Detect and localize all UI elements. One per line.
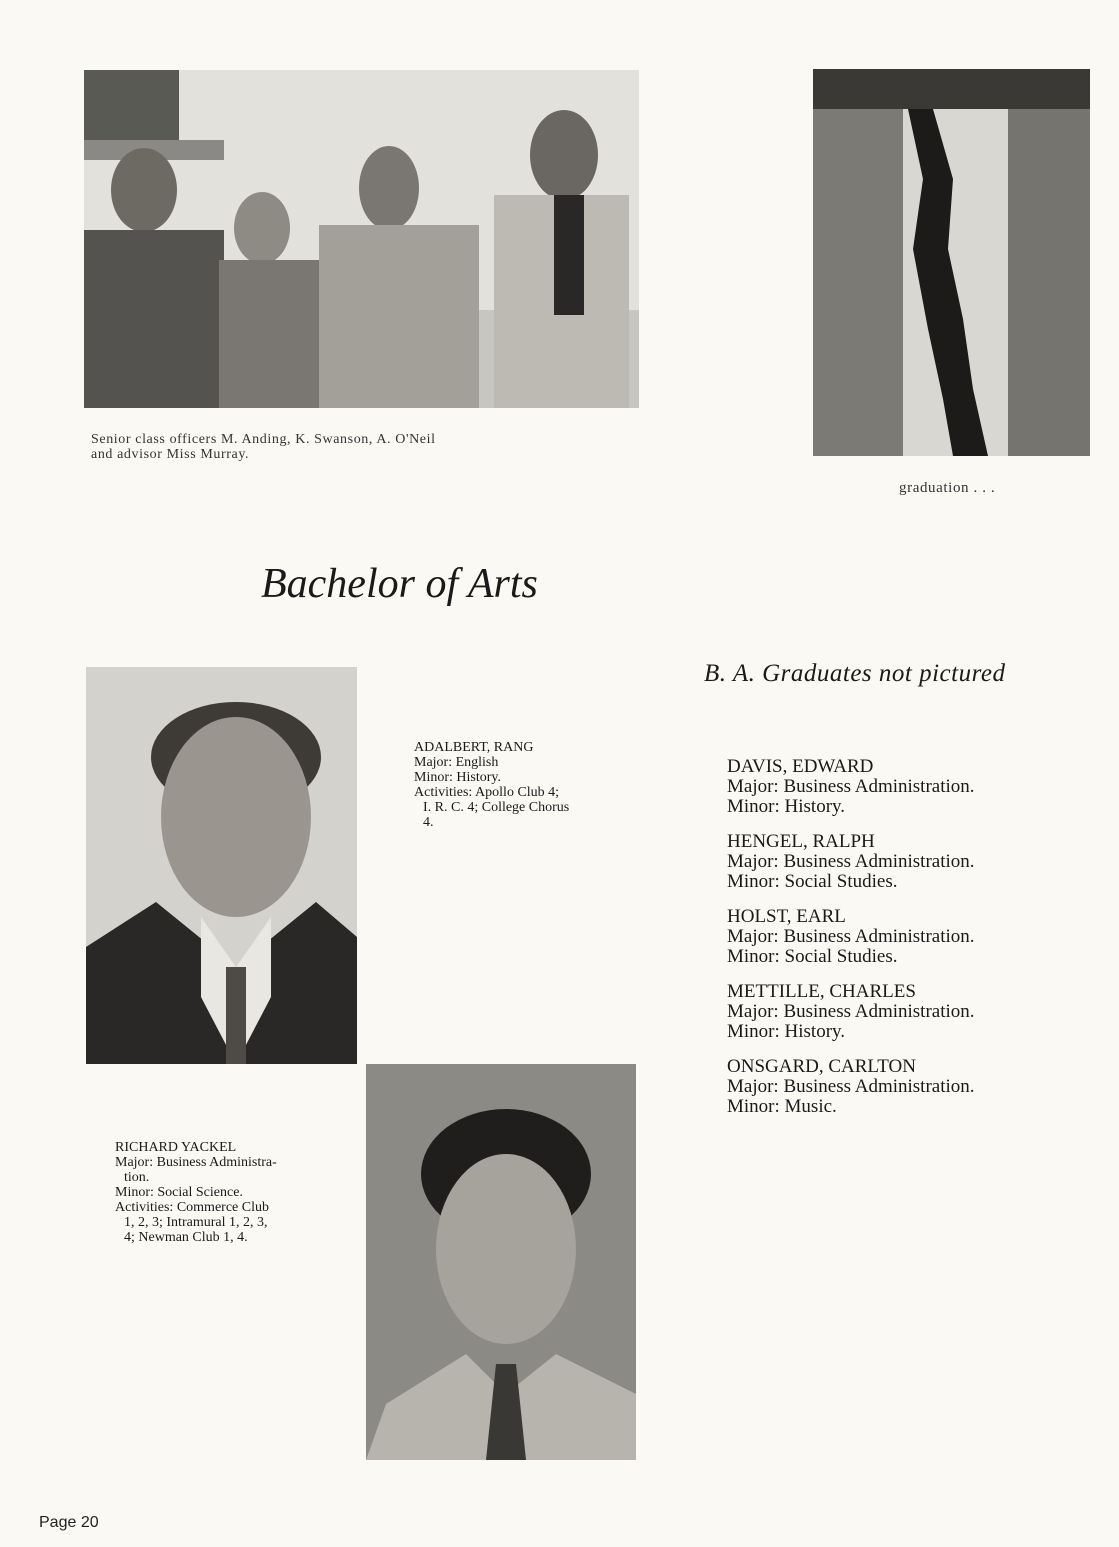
grad-entry — [727, 907, 1057, 967]
page-title: Bachelor of Arts — [261, 561, 538, 607]
grad-minor: Minor: History. — [727, 796, 846, 817]
senior-officers-photo — [84, 70, 639, 408]
graduation-photo — [813, 69, 1090, 456]
grad-major: Major: Business Administration. — [727, 776, 975, 797]
yackel-major-1: Major: Business Administra- — [115, 1155, 277, 1170]
grad-name: HENGEL, RALPH — [727, 831, 875, 852]
not-pictured-list — [727, 757, 1057, 1132]
yackel-minor: Minor: Social Science. — [115, 1185, 243, 1200]
yackel-activities-2: 1, 2, 3; Intramural 1, 2, 3, — [124, 1215, 268, 1230]
senior-officers-caption — [91, 432, 651, 462]
yackel-activities-1: Activities: Commerce Club — [115, 1200, 269, 1215]
grad-minor: Minor: Music. — [727, 1096, 837, 1117]
yackel-activities-3: 4; Newman Club 1, 4. — [124, 1230, 248, 1245]
yackel-name: RICHARD YACKEL — [115, 1140, 237, 1155]
caption-line-2: and advisor Miss Murray. — [91, 447, 250, 462]
rang-activities-2: I. R. C. 4; College Chorus — [423, 800, 570, 815]
grad-minor: Minor: Social Studies. — [727, 946, 898, 967]
rang-activities-3: 4. — [423, 815, 434, 830]
grad-entry — [727, 757, 1057, 817]
grad-major: Major: Business Administration. — [727, 851, 975, 872]
page-number: Page 20 — [39, 1514, 99, 1531]
grad-minor: Minor: Social Studies. — [727, 871, 898, 892]
grad-name: METTILLE, CHARLES — [727, 981, 916, 1002]
grad-name: ONSGARD, CARLTON — [727, 1056, 916, 1077]
rang-bio — [414, 740, 614, 830]
grad-entry — [727, 1057, 1057, 1117]
yackel-portrait — [366, 1064, 636, 1460]
grad-major: Major: Business Administration. — [727, 1001, 975, 1022]
rang-portrait — [86, 667, 357, 1064]
rang-name: ADALBERT, RANG — [414, 740, 534, 755]
grad-name: HOLST, EARL — [727, 906, 846, 927]
not-pictured-heading: B. A. Graduates not pictured — [704, 660, 1006, 687]
yackel-bio — [115, 1140, 325, 1245]
caption-line-1: Senior class officers M. Anding, K. Swanson, A. O'Neil — [91, 432, 436, 447]
grad-major: Major: Business Administration. — [727, 926, 975, 947]
grad-minor: Minor: History. — [727, 1021, 846, 1042]
rang-minor: Minor: History. — [414, 770, 501, 785]
rang-activities-1: Activities: Apollo Club 4; — [414, 785, 560, 800]
grad-major: Major: Business Administration. — [727, 1076, 975, 1097]
grad-entry — [727, 832, 1057, 892]
grad-entry — [727, 982, 1057, 1042]
grad-name: DAVIS, EDWARD — [727, 756, 874, 777]
yackel-major-2: tion. — [124, 1170, 150, 1185]
graduation-caption: graduation . . . — [899, 480, 996, 496]
rang-major: Major: English — [414, 755, 499, 770]
